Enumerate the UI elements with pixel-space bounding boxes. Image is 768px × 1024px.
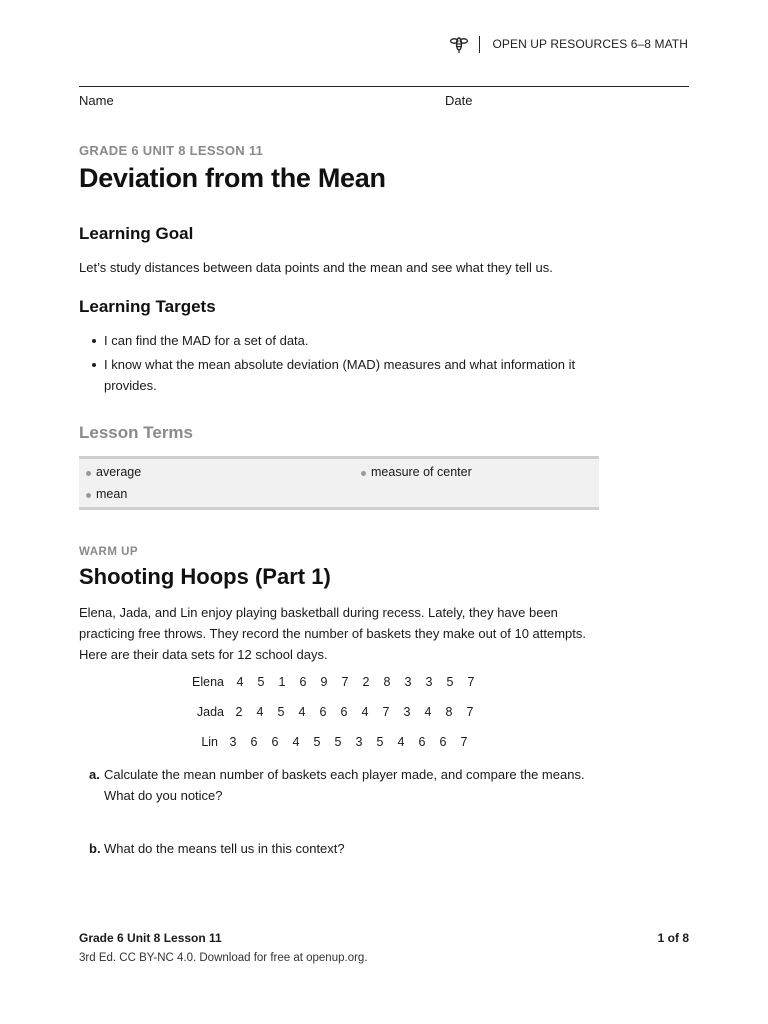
data-value: 4 [361, 705, 369, 719]
data-value: 8 [383, 675, 391, 689]
learning-targets-heading: Learning Targets [79, 297, 216, 316]
footer-lesson: Grade 6 Unit 8 Lesson 11 [79, 931, 222, 945]
data-value: 8 [445, 705, 453, 719]
data-value: 6 [250, 735, 258, 749]
question-text: What do the means tell us in this context? [104, 841, 345, 856]
data-value: 5 [446, 675, 454, 689]
warm-up-kicker: WARM UP [79, 546, 139, 558]
bee-icon [449, 34, 469, 54]
data-value: 5 [334, 735, 342, 749]
lesson-terms-box [79, 456, 599, 510]
data-value: 4 [256, 705, 264, 719]
data-value: 2 [235, 705, 243, 719]
data-value: 7 [341, 675, 349, 689]
data-value: 4 [236, 675, 244, 689]
row-label: Elena [192, 675, 224, 689]
header-divider [479, 36, 480, 53]
data-value: 3 [425, 675, 433, 689]
data-value: 7 [460, 735, 468, 749]
data-value: 7 [466, 705, 474, 719]
term-mean: mean [86, 487, 127, 501]
data-value: 6 [319, 705, 327, 719]
learning-goal-heading: Learning Goal [79, 224, 194, 243]
data-value: 3 [404, 675, 412, 689]
list-item: I can find the MAD for a set of data. [90, 330, 600, 351]
data-value: 3 [229, 735, 237, 749]
page-title: Deviation from the Mean [79, 163, 386, 193]
data-value: 2 [362, 675, 370, 689]
lesson-kicker: GRADE 6 UNIT 8 LESSON 11 [79, 143, 264, 158]
question-text: Calculate the mean number of baskets each player made, and compare the means. What do you notice? [104, 767, 585, 803]
row-label: Jada [196, 705, 224, 719]
data-value: 6 [439, 735, 447, 749]
brand-name: OPEN UP RESOURCES 6–8 MATH [492, 37, 688, 51]
learning-targets-list [90, 330, 600, 399]
data-value: 6 [271, 735, 279, 749]
data-value: 6 [418, 735, 426, 749]
data-value: 6 [299, 675, 307, 689]
activity-intro: Elena, Jada, and Lin enjoy playing basketball during recess. Lately, they have been practicing free throws. They record the number of baskets they make out of 10 attempts. Here are their data sets for 12 school days. [79, 605, 587, 662]
term-average: average [86, 465, 141, 479]
license-text: 3rd Ed. CC BY-NC 4.0. Download for free at openup.org. [79, 952, 368, 964]
question-label: a. [89, 767, 100, 782]
data-value: 4 [397, 735, 405, 749]
data-value: 5 [376, 735, 384, 749]
data-value: 1 [278, 675, 286, 689]
data-value: 5 [257, 675, 265, 689]
data-value: 7 [382, 705, 390, 719]
data-value: 5 [313, 735, 321, 749]
learning-goal-text: Let’s study distances between data points and the mean and see what they tell us. [79, 260, 553, 275]
name-label: Name [79, 93, 114, 108]
page-header [449, 34, 688, 54]
data-value: 4 [424, 705, 432, 719]
date-label: Date [445, 93, 473, 108]
data-value: 7 [467, 675, 475, 689]
activity-title: Shooting Hoops (Part 1) [79, 564, 331, 589]
lesson-terms-heading: Lesson Terms [79, 423, 194, 442]
term-measure-of-center: measure of center [361, 465, 472, 479]
list-item: I know what the mean absolute deviation (MAD) measures and what information it provides. [90, 354, 600, 396]
data-value: 5 [277, 705, 285, 719]
name-date-rule [79, 86, 689, 87]
data-value: 4 [292, 735, 300, 749]
data-value: 3 [355, 735, 363, 749]
question-label: b. [89, 841, 101, 856]
data-value: 3 [403, 705, 411, 719]
page-number: 1 of 8 [657, 931, 689, 945]
data-value: 9 [320, 675, 328, 689]
data-value: 4 [298, 705, 306, 719]
data-value: 6 [340, 705, 348, 719]
row-label: Lin [201, 735, 218, 749]
